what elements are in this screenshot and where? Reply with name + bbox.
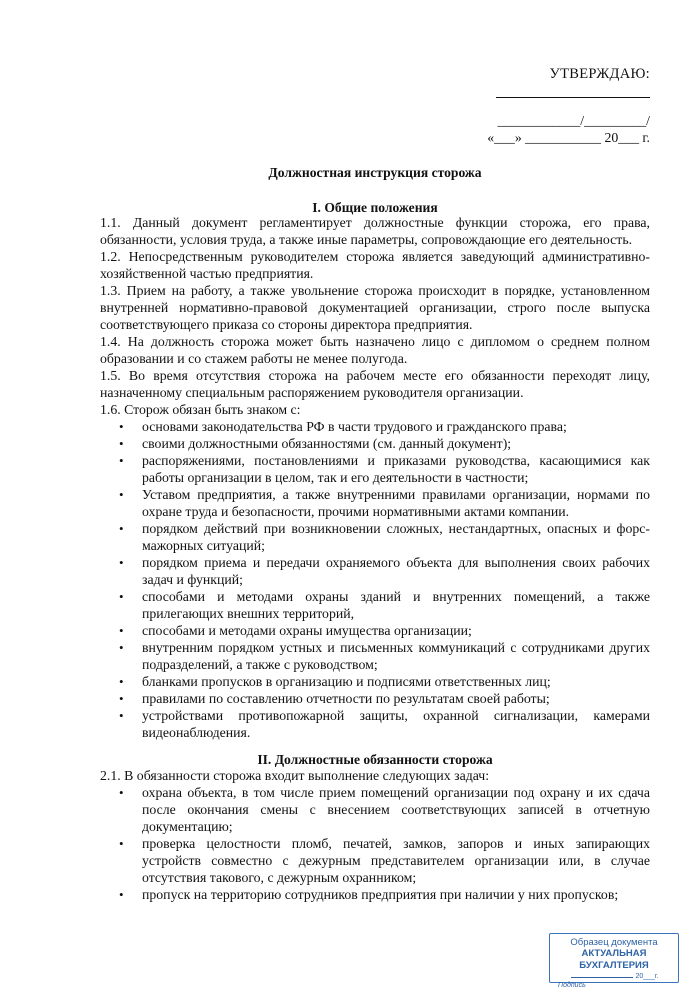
paragraph-2-1: 2.1. В обязанности сторожа входит выполнение следующих задач: [100, 768, 490, 783]
stamp-date [550, 972, 678, 981]
list-item: • внутренним порядком устных и письменных коммуникаций с сотрудниками других подразделений, а также с руководством; [100, 639, 650, 673]
list-item: • проверка целостности пломб, печатей, замков, запоров и иных запирающих устройств совместно с дежурным представителем организации или, в случае отсутствия такового, с дежурным охранником; [100, 835, 650, 886]
list-item: • Уставом предприятия, а также внутренними правилами организации, нормами по охране труда и безопасности, прочими нормативными актами компании. [100, 486, 650, 520]
paragraph-1-3: 1.3. Прием на работу, а также увольнение сторожа происходит в порядке, установленном внутренней нормативно-правовой документацией организации, строго после выпуска соответствующего приказа со стороны директора предприятия. [100, 283, 650, 332]
list-item: • порядком действий при возникновении сложных, нестандартных, опасных и форс-мажорных ситуаций; [100, 520, 650, 554]
section-1-body [100, 214, 650, 741]
paragraph-1-4: 1.4. На должность сторожа может быть назначено лицо с дипломом о среднем полном образовании и со стажем работы не менее полугода. [100, 334, 650, 366]
list-item: • распоряжениями, постановлениями и приказами руководства, касающимися как работы организации в целом, так и его деятельности в частности; [100, 452, 650, 486]
duties-list [100, 784, 650, 903]
sample-document-stamp [549, 933, 679, 989]
stamp-date-line [571, 977, 633, 978]
stamp-line-1: Образец документа [570, 937, 658, 948]
list-item: • пропуск на территорию сотрудников предприятия при наличии у них пропусков; [100, 886, 650, 903]
list-item: • бланками пропусков в организацию и подписями ответственных лиц; [100, 673, 650, 690]
stamp-line-2: АКТУАЛЬНАЯ БУХГАЛТЕРИЯ [579, 948, 649, 971]
section-1-title: I. Общие положения [312, 200, 438, 215]
paragraph-1-1: 1.1. Данный документ регламентирует должностные функции сторожа, его права, обязанности, условия труда, а также иные параметры, сопровождающие его деятельность. [100, 215, 650, 247]
stamp-year: 20___г. [635, 973, 659, 980]
list-item: • правилами по составлению отчетности по результатам своей работы; [100, 690, 650, 707]
document-title: Должностная инструкция сторожа [268, 165, 482, 180]
list-item: • основами законодательства РФ в части трудового и гражданского права; [100, 418, 650, 435]
section-2-body [100, 767, 650, 903]
approval-title: УТВЕРЖДАЮ: [549, 66, 650, 82]
approval-name-line [496, 97, 650, 98]
knowledge-list [100, 418, 650, 741]
section-2-title: II. Должностные обязанности сторожа [257, 752, 493, 767]
paragraph-1-6: 1.6. Сторож обязан быть знаком с: [100, 402, 301, 417]
stamp-signature-label: Подпись [558, 982, 586, 989]
paragraph-1-2: 1.2. Непосредственным руководителем сторожа является заведующий административно-хозяйственной частью предприятия. [100, 249, 650, 281]
approval-date-line: «___» ___________ 20___ г. [487, 130, 650, 145]
paragraph-1-5: 1.5. Во время отсутствия сторожа на рабочем месте его обязанности переходят лицу, назначенному специальным распоряжением руководителя организации. [100, 368, 650, 400]
list-item: • охрана объекта, в том числе прием помещений организации под охрану и их сдача после окончания смены с внесением соответствующих записей в отчетную документацию; [100, 784, 650, 835]
list-item: • устройствами противопожарной защиты, охранной сигнализации, камерами видеонаблюдения. [100, 707, 650, 741]
approval-sign-line: ____________/_________/ [497, 113, 650, 128]
list-item: • способами и методами охраны зданий и внутренних помещений, а также прилегающих внешних территорий, [100, 588, 650, 622]
list-item: • своими должностными обязанностями (см. данный документ); [100, 435, 650, 452]
list-item: • способами и методами охраны имущества организации; [100, 622, 650, 639]
list-item: • порядком приема и передачи охраняемого объекта для выполнения своих рабочих задач и функций; [100, 554, 650, 588]
